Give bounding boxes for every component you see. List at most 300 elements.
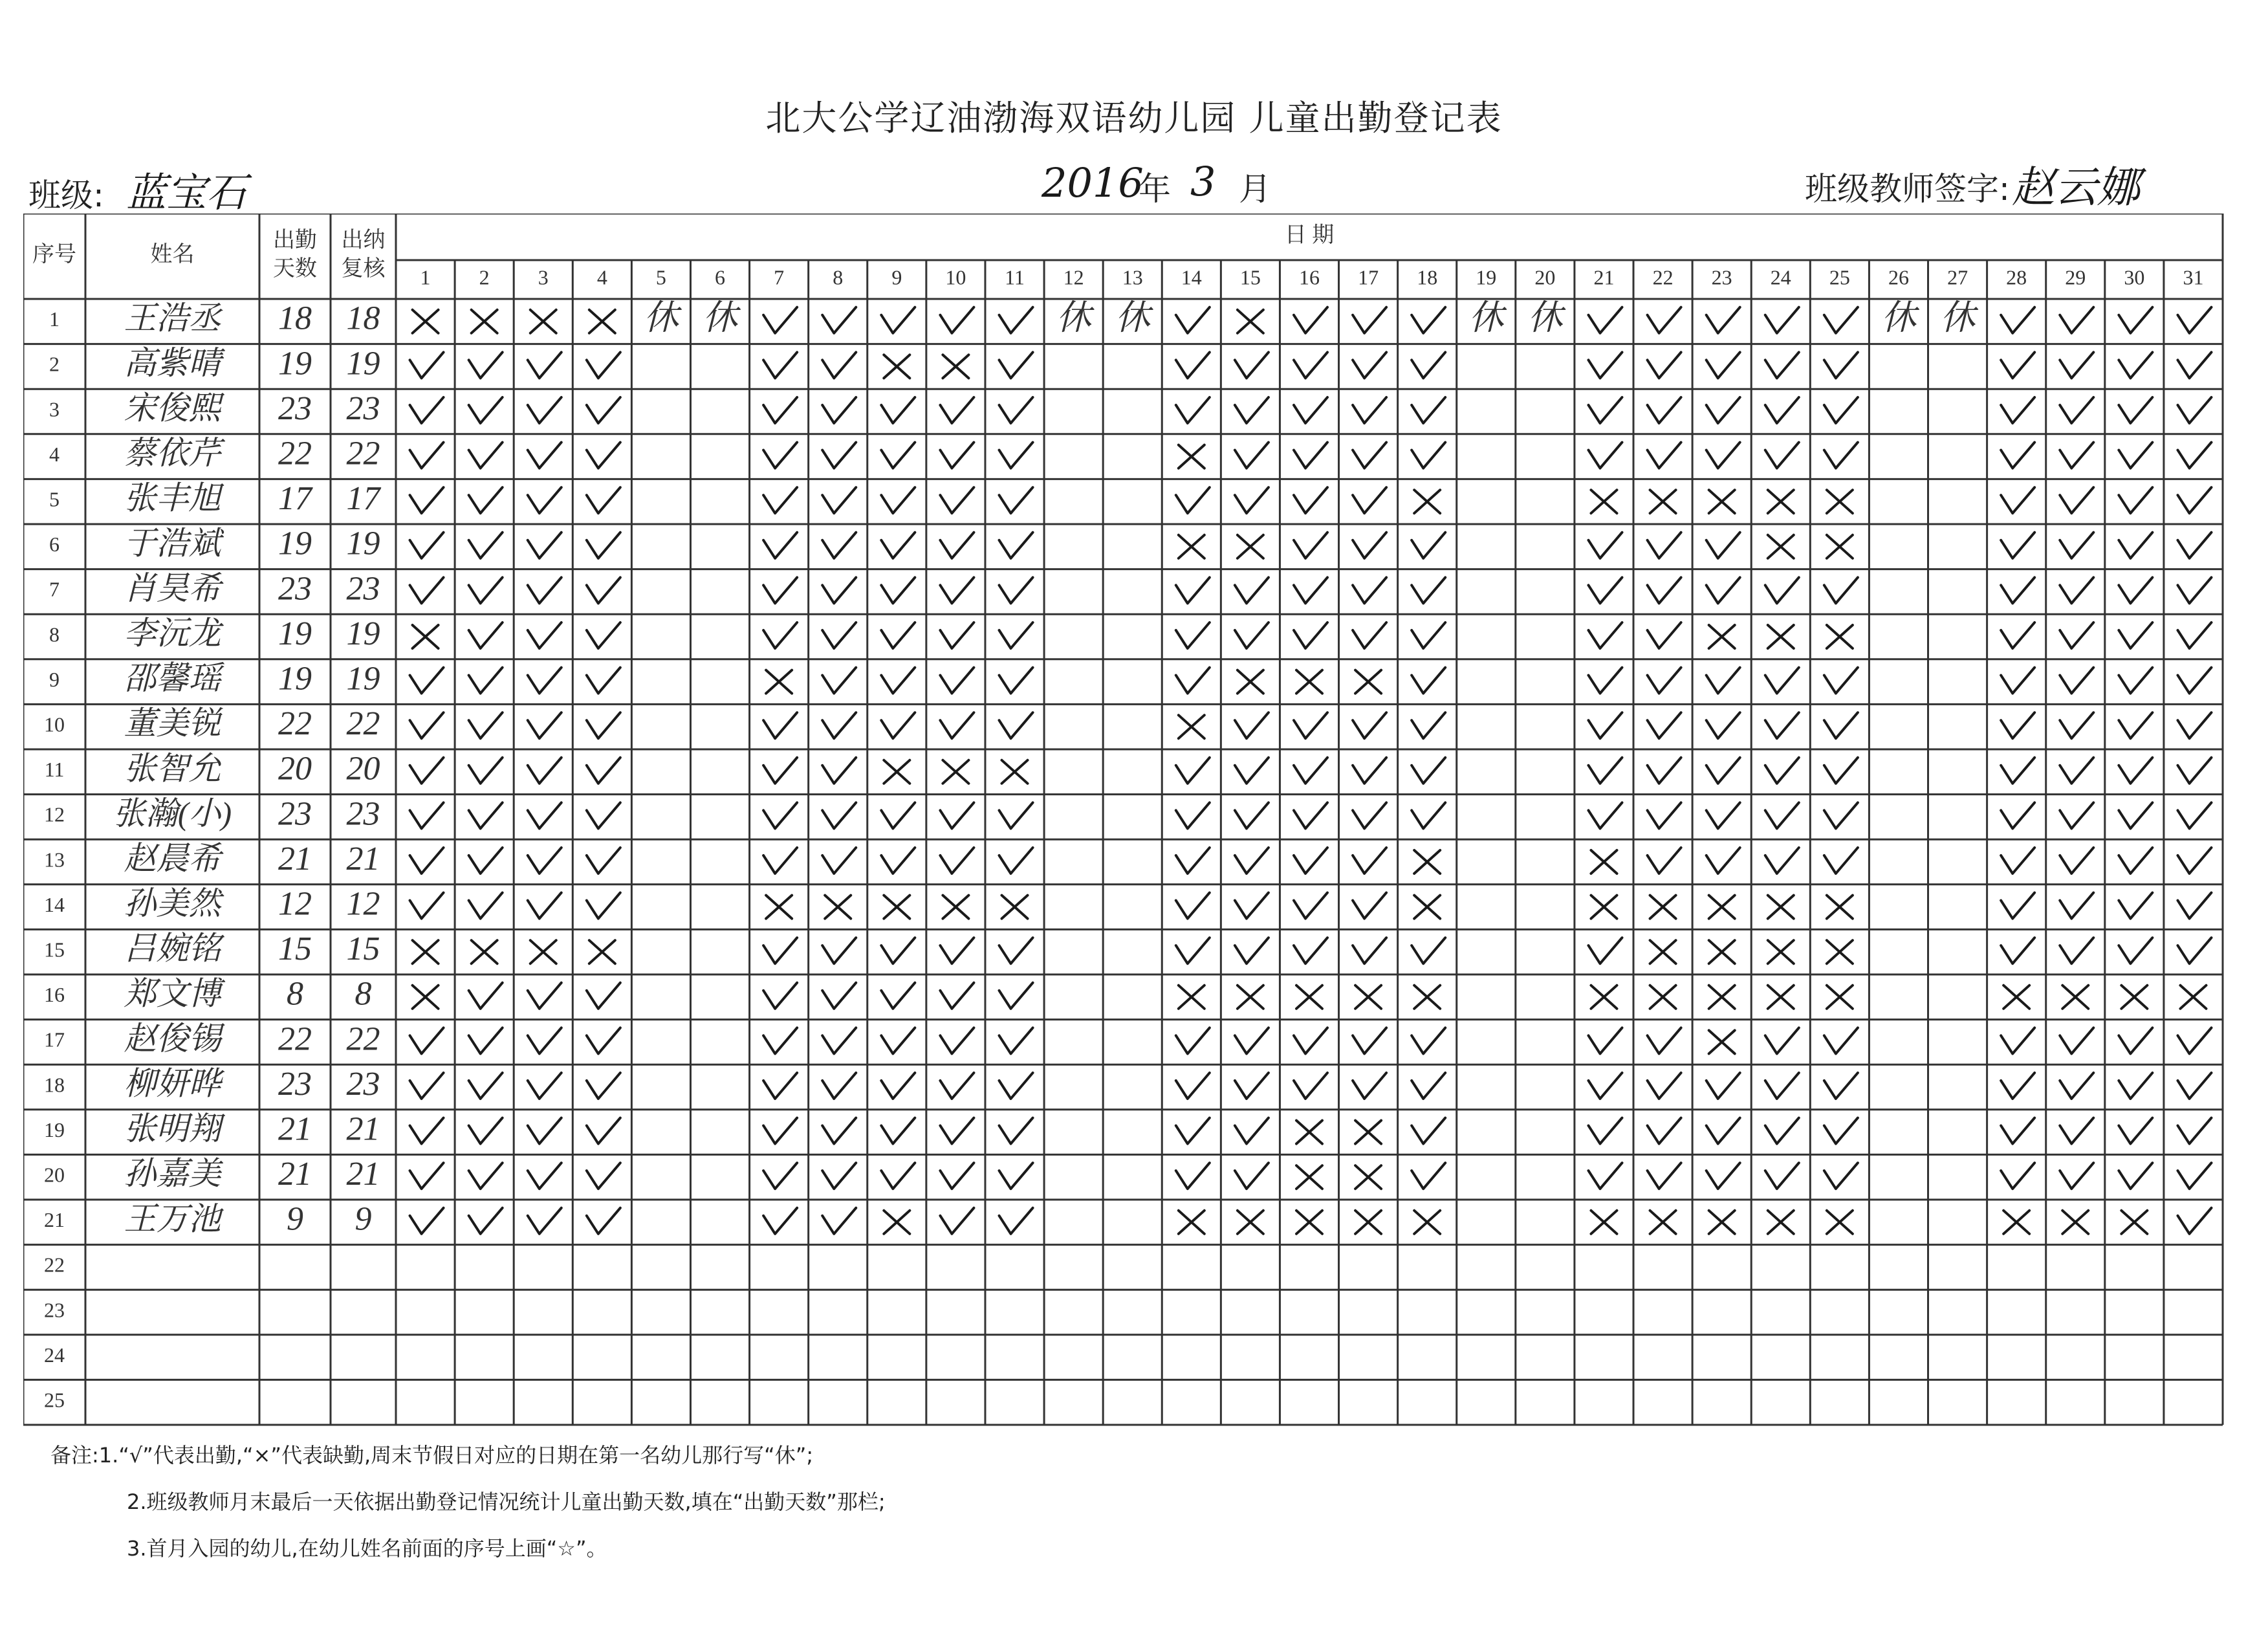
check-mark	[1648, 712, 1681, 738]
check-mark	[1706, 1163, 1740, 1189]
check-mark	[1412, 622, 1445, 648]
check-mark	[1412, 668, 1445, 694]
check-mark	[1235, 1118, 1269, 1144]
check-mark	[1706, 443, 1740, 468]
check-mark	[2060, 307, 2093, 333]
cross-mark	[472, 940, 497, 963]
check-mark	[528, 712, 562, 738]
check-mark	[1235, 848, 1269, 874]
check-mark	[2060, 1028, 2093, 1053]
check-mark	[1235, 893, 1269, 919]
check-mark	[881, 577, 915, 603]
cross-mark	[1827, 1211, 1853, 1234]
check-mark	[2060, 668, 2093, 694]
check-mark	[1353, 1028, 1386, 1053]
check-mark	[469, 712, 503, 738]
child-name: 吕婉铭	[124, 930, 221, 967]
check-mark	[763, 1163, 797, 1189]
cross-mark	[1238, 1211, 1263, 1234]
check-mark	[2060, 802, 2093, 828]
check-mark	[763, 712, 797, 738]
check-mark	[2001, 443, 2034, 468]
check-mark	[1176, 577, 1210, 603]
check-mark	[1176, 668, 1210, 694]
check-mark	[763, 758, 797, 784]
day-number: 1	[420, 265, 431, 289]
check-mark	[1588, 802, 1622, 828]
row-number: 2	[49, 352, 60, 376]
check-mark	[2119, 712, 2152, 738]
check-mark	[940, 1118, 974, 1144]
check-mark	[999, 307, 1033, 333]
check-mark	[822, 848, 856, 874]
check-mark	[2177, 938, 2211, 963]
check-mark	[1235, 1073, 1269, 1099]
cross-mark	[1179, 1211, 1205, 1234]
check-mark	[1824, 712, 1858, 738]
check-mark	[1824, 1073, 1858, 1099]
review-days: 15	[346, 930, 380, 968]
cross-mark	[1238, 310, 1263, 333]
check-mark	[2001, 1028, 2034, 1053]
check-mark	[1588, 668, 1622, 694]
check-mark	[1706, 712, 1740, 738]
check-mark	[822, 802, 856, 828]
child-name: 董美锐	[124, 705, 221, 742]
day-number: 16	[1299, 265, 1320, 289]
check-mark	[881, 983, 915, 1009]
check-mark	[940, 397, 974, 423]
check-mark	[763, 1208, 797, 1234]
check-mark	[999, 397, 1033, 423]
check-mark	[999, 577, 1033, 603]
day-number: 26	[1888, 265, 1909, 289]
check-mark	[2119, 577, 2152, 603]
check-mark	[2001, 893, 2034, 919]
check-mark	[1294, 1028, 1327, 1053]
cross-mark	[1591, 850, 1617, 874]
attend-days: 21	[278, 840, 312, 877]
day-number: 5	[655, 265, 666, 289]
check-mark	[1706, 802, 1740, 828]
cross-mark	[2180, 985, 2206, 1009]
check-mark	[1648, 802, 1681, 828]
row-number: 10	[44, 712, 65, 736]
check-mark	[1648, 848, 1681, 874]
check-mark	[587, 622, 620, 648]
check-mark	[1765, 802, 1799, 828]
check-mark	[1588, 443, 1622, 468]
check-mark	[822, 1118, 856, 1144]
check-mark	[2119, 307, 2152, 333]
check-mark	[1412, 712, 1445, 738]
attend-days: 23	[278, 1065, 312, 1103]
check-mark	[1588, 1118, 1622, 1144]
child-name: 王万池	[124, 1200, 221, 1237]
check-mark	[940, 487, 974, 513]
check-mark	[1176, 1073, 1210, 1099]
check-mark	[940, 307, 974, 333]
check-mark	[1294, 577, 1327, 603]
check-mark	[1706, 397, 1740, 423]
row-number: 24	[44, 1343, 65, 1367]
check-mark	[881, 938, 915, 963]
check-mark	[999, 1163, 1033, 1189]
check-mark	[999, 938, 1033, 963]
header-review-1: 出纳	[341, 228, 386, 252]
check-mark	[1353, 848, 1386, 874]
check-mark	[940, 533, 974, 558]
check-mark	[2177, 802, 2211, 828]
check-mark	[410, 1073, 444, 1099]
child-name: 于浩斌	[124, 525, 221, 562]
check-mark	[999, 1118, 1033, 1144]
check-mark	[1588, 622, 1622, 648]
check-mark	[1353, 712, 1386, 738]
cross-mark	[1414, 850, 1440, 874]
day-number: 21	[1593, 265, 1615, 289]
check-mark	[587, 802, 620, 828]
check-mark	[1176, 1118, 1210, 1144]
check-mark	[469, 668, 503, 694]
day-number: 13	[1122, 265, 1143, 289]
check-mark	[763, 533, 797, 558]
day-number: 22	[1652, 265, 1674, 289]
check-mark	[2119, 487, 2152, 513]
rest-mark: 休	[1527, 298, 1563, 338]
check-mark	[1294, 487, 1327, 513]
check-mark	[528, 758, 562, 784]
child-name: 张丰旭	[124, 479, 221, 516]
check-mark	[1765, 307, 1799, 333]
attend-days: 9	[287, 1200, 303, 1238]
cross-mark	[2121, 1211, 2147, 1234]
check-mark	[822, 1208, 856, 1234]
check-mark	[1412, 533, 1445, 558]
child-name: 郑文博	[124, 975, 221, 1012]
check-mark	[763, 577, 797, 603]
review-days: 19	[346, 525, 380, 562]
check-mark	[2060, 758, 2093, 784]
cross-mark	[1768, 535, 1794, 558]
cross-mark	[1650, 896, 1676, 919]
check-mark	[587, 893, 620, 919]
cross-mark	[1709, 985, 1735, 1009]
check-mark	[1648, 443, 1681, 468]
check-mark	[940, 1208, 974, 1234]
review-days: 18	[346, 300, 380, 337]
cross-mark	[1768, 490, 1794, 513]
check-mark	[1588, 938, 1622, 963]
day-number: 10	[945, 265, 966, 289]
check-mark	[1412, 1163, 1445, 1189]
check-mark	[822, 352, 856, 378]
check-mark	[881, 397, 915, 423]
class-label: 班级:	[28, 177, 104, 214]
check-mark	[881, 802, 915, 828]
check-mark	[1294, 893, 1327, 919]
check-mark	[822, 533, 856, 558]
check-mark	[822, 577, 856, 603]
row-number: 21	[44, 1208, 65, 1232]
child-name: 孙美然	[124, 885, 221, 922]
check-mark	[940, 443, 974, 468]
row-number: 9	[49, 667, 60, 691]
rest-mark: 休	[1468, 298, 1504, 338]
check-mark	[1588, 758, 1622, 784]
check-mark	[1765, 397, 1799, 423]
cross-mark	[1650, 940, 1676, 963]
attend-days: 19	[278, 660, 312, 698]
check-mark	[469, 802, 503, 828]
cross-mark	[1238, 670, 1263, 694]
check-mark	[1765, 352, 1799, 378]
check-mark	[1765, 577, 1799, 603]
review-days: 21	[346, 1156, 380, 1193]
check-mark	[528, 443, 562, 468]
check-mark	[1294, 352, 1327, 378]
check-mark	[2177, 712, 2211, 738]
check-mark	[1765, 712, 1799, 738]
row-number: 14	[44, 892, 65, 916]
cross-mark	[1591, 490, 1617, 513]
check-mark	[1765, 668, 1799, 694]
check-mark	[1353, 758, 1386, 784]
check-mark	[2119, 1028, 2152, 1053]
row-number: 15	[44, 938, 65, 962]
check-mark	[940, 802, 974, 828]
attend-days: 12	[278, 885, 312, 923]
check-mark	[2177, 397, 2211, 423]
check-mark	[528, 397, 562, 423]
cross-mark	[766, 896, 792, 919]
check-mark	[2060, 1073, 2093, 1099]
check-mark	[881, 848, 915, 874]
check-mark	[1824, 758, 1858, 784]
check-mark	[822, 1073, 856, 1099]
class-value: 蓝宝石	[126, 169, 247, 216]
check-mark	[1176, 893, 1210, 919]
check-mark	[410, 758, 444, 784]
check-mark	[1588, 1163, 1622, 1189]
check-mark	[528, 1028, 562, 1053]
check-mark	[1588, 1028, 1622, 1053]
check-mark	[1412, 1073, 1445, 1099]
header-date: 日 期	[1284, 223, 1335, 247]
cross-mark	[1355, 985, 1381, 1009]
check-mark	[1648, 397, 1681, 423]
day-number: 14	[1181, 265, 1202, 289]
check-mark	[587, 758, 620, 784]
row-number: 25	[44, 1388, 65, 1412]
cross-mark	[1650, 1211, 1676, 1234]
rest-mark: 休	[643, 298, 679, 338]
check-mark	[1824, 668, 1858, 694]
child-name: 张明翔	[124, 1110, 221, 1147]
cross-mark	[2062, 985, 2088, 1009]
check-mark	[1235, 802, 1269, 828]
check-mark	[822, 397, 856, 423]
cross-mark	[766, 670, 792, 694]
check-mark	[1765, 1163, 1799, 1189]
check-mark	[1235, 443, 1269, 468]
check-mark	[469, 352, 503, 378]
check-mark	[528, 487, 562, 513]
day-number: 20	[1534, 265, 1556, 289]
check-mark	[1648, 1118, 1681, 1144]
check-mark	[881, 712, 915, 738]
header-review-2: 复核	[341, 256, 386, 281]
check-mark	[1824, 307, 1858, 333]
check-mark	[1176, 307, 1210, 333]
check-mark	[2001, 622, 2034, 648]
cross-mark	[1355, 1121, 1381, 1144]
check-mark	[1353, 487, 1386, 513]
check-mark	[2119, 1118, 2152, 1144]
check-mark	[1176, 352, 1210, 378]
check-mark	[2060, 533, 2093, 558]
day-number: 17	[1358, 265, 1379, 289]
check-mark	[1294, 938, 1327, 963]
row-number: 3	[49, 397, 60, 421]
check-mark	[1353, 577, 1386, 603]
cross-mark	[1827, 896, 1853, 919]
child-name: 肖昊希	[124, 569, 221, 606]
cross-mark	[1355, 1211, 1381, 1234]
check-mark	[999, 443, 1033, 468]
cross-mark	[1591, 896, 1617, 919]
attend-days: 21	[278, 1156, 312, 1193]
check-mark	[822, 622, 856, 648]
cross-mark	[1296, 985, 1322, 1009]
check-mark	[2001, 1073, 2034, 1099]
check-mark	[999, 668, 1033, 694]
check-mark	[587, 352, 620, 378]
check-mark	[763, 352, 797, 378]
check-mark	[822, 758, 856, 784]
check-mark	[1294, 622, 1327, 648]
check-mark	[763, 1118, 797, 1144]
day-number: 2	[479, 265, 490, 289]
rest-mark: 休	[1881, 298, 1916, 338]
check-mark	[1588, 1073, 1622, 1099]
cross-mark	[1002, 896, 1028, 919]
cross-mark	[1414, 896, 1440, 919]
check-mark	[2001, 487, 2034, 513]
cross-mark	[1179, 445, 1205, 468]
check-mark	[881, 533, 915, 558]
check-mark	[410, 893, 444, 919]
check-mark	[2060, 893, 2093, 919]
check-mark	[528, 802, 562, 828]
year-value: 2016	[1041, 159, 1144, 206]
check-mark	[1765, 1118, 1799, 1144]
check-mark	[1235, 1028, 1269, 1053]
check-mark	[763, 1073, 797, 1099]
check-mark	[2001, 848, 2034, 874]
check-mark	[999, 848, 1033, 874]
check-mark	[2177, 533, 2211, 558]
check-mark	[763, 802, 797, 828]
check-mark	[822, 487, 856, 513]
check-mark	[2119, 622, 2152, 648]
check-mark	[2001, 533, 2034, 558]
check-mark	[1412, 758, 1445, 784]
cross-mark	[413, 940, 439, 963]
check-mark	[469, 758, 503, 784]
check-mark	[2119, 352, 2152, 378]
check-mark	[2060, 487, 2093, 513]
attend-days: 19	[278, 615, 312, 652]
check-mark	[999, 1073, 1033, 1099]
day-number: 12	[1063, 265, 1084, 289]
child-name: 宋俊熙	[124, 390, 221, 426]
check-mark	[1648, 668, 1681, 694]
check-mark	[1235, 622, 1269, 648]
check-mark	[940, 1163, 974, 1189]
cross-mark	[1650, 490, 1676, 513]
row-number: 4	[49, 442, 60, 466]
check-mark	[763, 983, 797, 1009]
child-name: 李沅龙	[124, 615, 221, 652]
check-mark	[2060, 622, 2093, 648]
check-mark	[2060, 848, 2093, 874]
check-mark	[528, 352, 562, 378]
check-mark	[1176, 397, 1210, 423]
check-mark	[587, 1028, 620, 1053]
check-mark	[2060, 1163, 2093, 1189]
check-mark	[2177, 487, 2211, 513]
check-mark	[881, 1028, 915, 1053]
check-mark	[881, 1163, 915, 1189]
check-mark	[1412, 352, 1445, 378]
check-mark	[1176, 938, 1210, 963]
check-mark	[528, 622, 562, 648]
cross-mark	[413, 985, 439, 1009]
note-1: 备注:1.“√”代表出勤,“×”代表缺勤,周末节假日对应的日期在第一名幼儿那行写“休”;	[50, 1443, 814, 1468]
review-days: 22	[346, 435, 380, 472]
row-number: 18	[44, 1073, 65, 1097]
check-mark	[410, 848, 444, 874]
check-mark	[2119, 1163, 2152, 1189]
check-mark	[469, 577, 503, 603]
check-mark	[940, 1073, 974, 1099]
check-mark	[763, 487, 797, 513]
cross-mark	[1591, 985, 1617, 1009]
check-mark	[1824, 802, 1858, 828]
rest-mark: 休	[1115, 298, 1150, 338]
check-mark	[822, 307, 856, 333]
check-mark	[2001, 712, 2034, 738]
cross-mark	[1827, 625, 1853, 648]
check-mark	[528, 668, 562, 694]
check-mark	[2177, 622, 2211, 648]
check-mark	[1235, 487, 1269, 513]
review-days: 23	[346, 390, 380, 427]
cross-mark	[472, 310, 497, 333]
check-mark	[1706, 307, 1740, 333]
review-days: 19	[346, 615, 380, 652]
check-mark	[1176, 487, 1210, 513]
day-number: 19	[1476, 265, 1497, 289]
cross-mark	[1827, 940, 1853, 963]
check-mark	[469, 1208, 503, 1234]
check-mark	[2001, 307, 2034, 333]
check-mark	[2177, 443, 2211, 468]
check-mark	[822, 712, 856, 738]
row-number: 17	[44, 1028, 65, 1051]
check-mark	[2177, 1073, 2211, 1099]
